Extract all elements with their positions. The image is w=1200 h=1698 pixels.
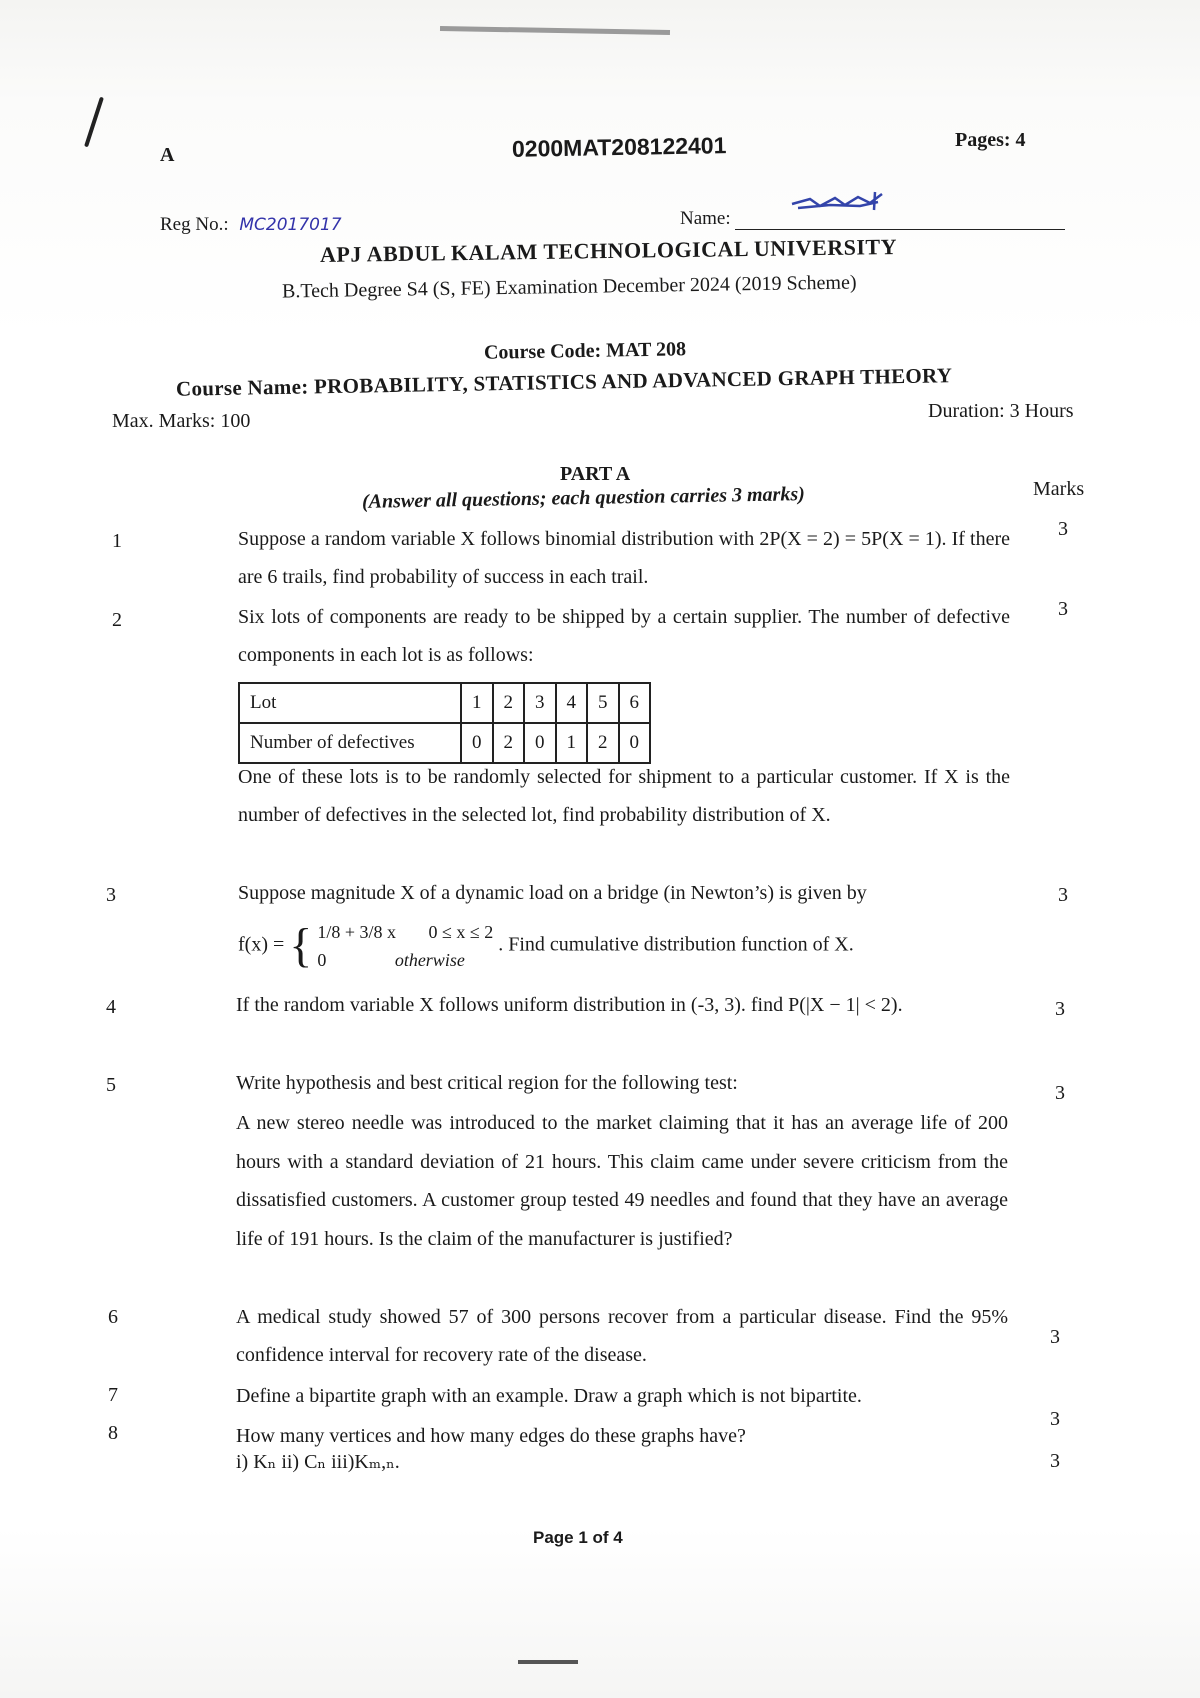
name-underline [735, 213, 1065, 230]
part-a-title: PART A [560, 463, 631, 485]
part-a-instruction: (Answer all questions; each question carries 3 marks) [361, 483, 805, 513]
question-marks: 3 [1055, 998, 1065, 1020]
question-number: 8 [108, 1422, 118, 1444]
question-text-continued: One of these lots is to be randomly selected for shipment to a particular customer. If X is the number of defectives in the selected lot, find probability distribution of X. [238, 766, 1010, 826]
table-row [239, 683, 650, 723]
brace-icon: { [289, 919, 313, 972]
question-text: Six lots of components are ready to be shipped by a certain supplier. The number of defective components in each lot is as follows: [238, 606, 1010, 666]
question-marks: 3 [1050, 1326, 1060, 1348]
table-cell: 3 [524, 683, 556, 723]
table-cell: 2 [493, 723, 525, 763]
question-number: 3 [106, 884, 116, 906]
table-cell: 0 [619, 723, 651, 763]
university-name: APJ ABDUL KALAM TECHNOLOGICAL UNIVERSITY [319, 233, 898, 268]
question-text: A medical study showed 57 of 300 persons recover from a particular disease. Find the 95% confidence interval for recovery rate of the disease. [236, 1306, 1008, 1366]
exam-title: B.Tech Degree S4 (S, FE) Examination December 2024 (2019 Scheme) [281, 271, 857, 303]
name-label: Name: [680, 208, 731, 229]
table-cell: 1 [461, 683, 493, 723]
question-number: 4 [106, 996, 116, 1018]
question-number: 1 [112, 530, 122, 552]
course-name: Course Name: PROBABILITY, STATISTICS AND ADVANCED GRAPH THEORY [175, 363, 953, 401]
question-text: If the random variable X follows uniform distribution in (-3, 3). find P(|X − 1| < 2). [236, 994, 903, 1016]
series-label: A [160, 144, 175, 166]
question-number: 5 [106, 1074, 116, 1096]
question-text-continued: i) Kₙ ii) Cₙ iii)Kₘ,ₙ. [236, 1451, 400, 1473]
table-cell: 1 [556, 723, 588, 763]
question-marks: 3 [1058, 518, 1068, 540]
question-number: 2 [112, 609, 122, 631]
question-number: 7 [108, 1384, 118, 1406]
question-text: Write hypothesis and best critical region for the following test: [236, 1072, 738, 1094]
reg-number [160, 214, 342, 236]
paper-code: 0200MAT208122401 [511, 132, 727, 162]
pdf-case-2: 0 [317, 950, 327, 970]
marks-column-header: Marks [1033, 478, 1085, 500]
pdf-after: . Find cumulative distribution function of X. [498, 933, 854, 956]
page-count: Pages: 4 [955, 129, 1026, 151]
question-marks: 3 [1050, 1408, 1060, 1430]
defectives-table [238, 682, 651, 764]
table-cell: 0 [461, 723, 493, 763]
table-cell: 4 [556, 683, 588, 723]
table-cell: 2 [493, 683, 525, 723]
question-number: 6 [108, 1306, 118, 1328]
max-marks: Max. Marks: 100 [112, 410, 251, 432]
question-marks: 3 [1058, 598, 1068, 620]
signature-scribble [790, 190, 885, 214]
scan-mark-bottom [518, 1660, 578, 1664]
table-cell: 6 [619, 683, 651, 723]
table-cell: Number of defectives [239, 723, 461, 763]
page-footer: Page 1 of 4 [533, 1528, 623, 1547]
question-text: Suppose magnitude X of a dynamic load on a bridge (in Newton’s) is given by [238, 882, 867, 904]
question-marks: 3 [1055, 1082, 1065, 1104]
question-text: Define a bipartite graph with an example. Draw a graph which is not bipartite. [236, 1385, 862, 1407]
course-code: Course Code: MAT 208 [483, 338, 687, 364]
pdf-cond-1: 0 ≤ x ≤ 2 [428, 922, 494, 942]
question-text: Suppose a random variable X follows binomial distribution with 2P(X = 2) = 5P(X = 1). If there are 6 trails, find probability of success in each trail. [238, 528, 1010, 588]
reg-label: Reg No.: [160, 214, 229, 235]
duration: Duration: 3 Hours [928, 400, 1074, 422]
pdf-cond-2: otherwise [394, 950, 465, 970]
pdf-definition [238, 918, 854, 974]
pdf-cases [317, 918, 493, 974]
table-cell: 0 [524, 723, 556, 763]
table-row [239, 723, 650, 763]
pdf-case-1: 1/8 + 3/8 x [317, 922, 396, 942]
table-cell: Lot [239, 683, 461, 723]
question-marks: 3 [1058, 884, 1068, 906]
table-cell: 5 [587, 683, 619, 723]
reg-value-handwritten: MC2017017 [239, 215, 342, 235]
scan-mark-top [440, 26, 670, 35]
question-text-continued: A new stereo needle was introduced to the market claiming that it has an average life of 200 hours with a standard deviation of 21 hours. This claim came under severe criticism from the dissatisfied customers. A customer group tested 49 needles and found that they have an average life of 191 hours. Is the claim of the manufacturer is justified? [236, 1112, 1008, 1250]
pdf-lhs: f(x) = [238, 933, 285, 956]
question-marks: 3 [1050, 1450, 1060, 1472]
question-text: How many vertices and how many edges do these graphs have? [236, 1425, 746, 1447]
pen-slash-mark [84, 97, 104, 148]
table-cell: 2 [587, 723, 619, 763]
